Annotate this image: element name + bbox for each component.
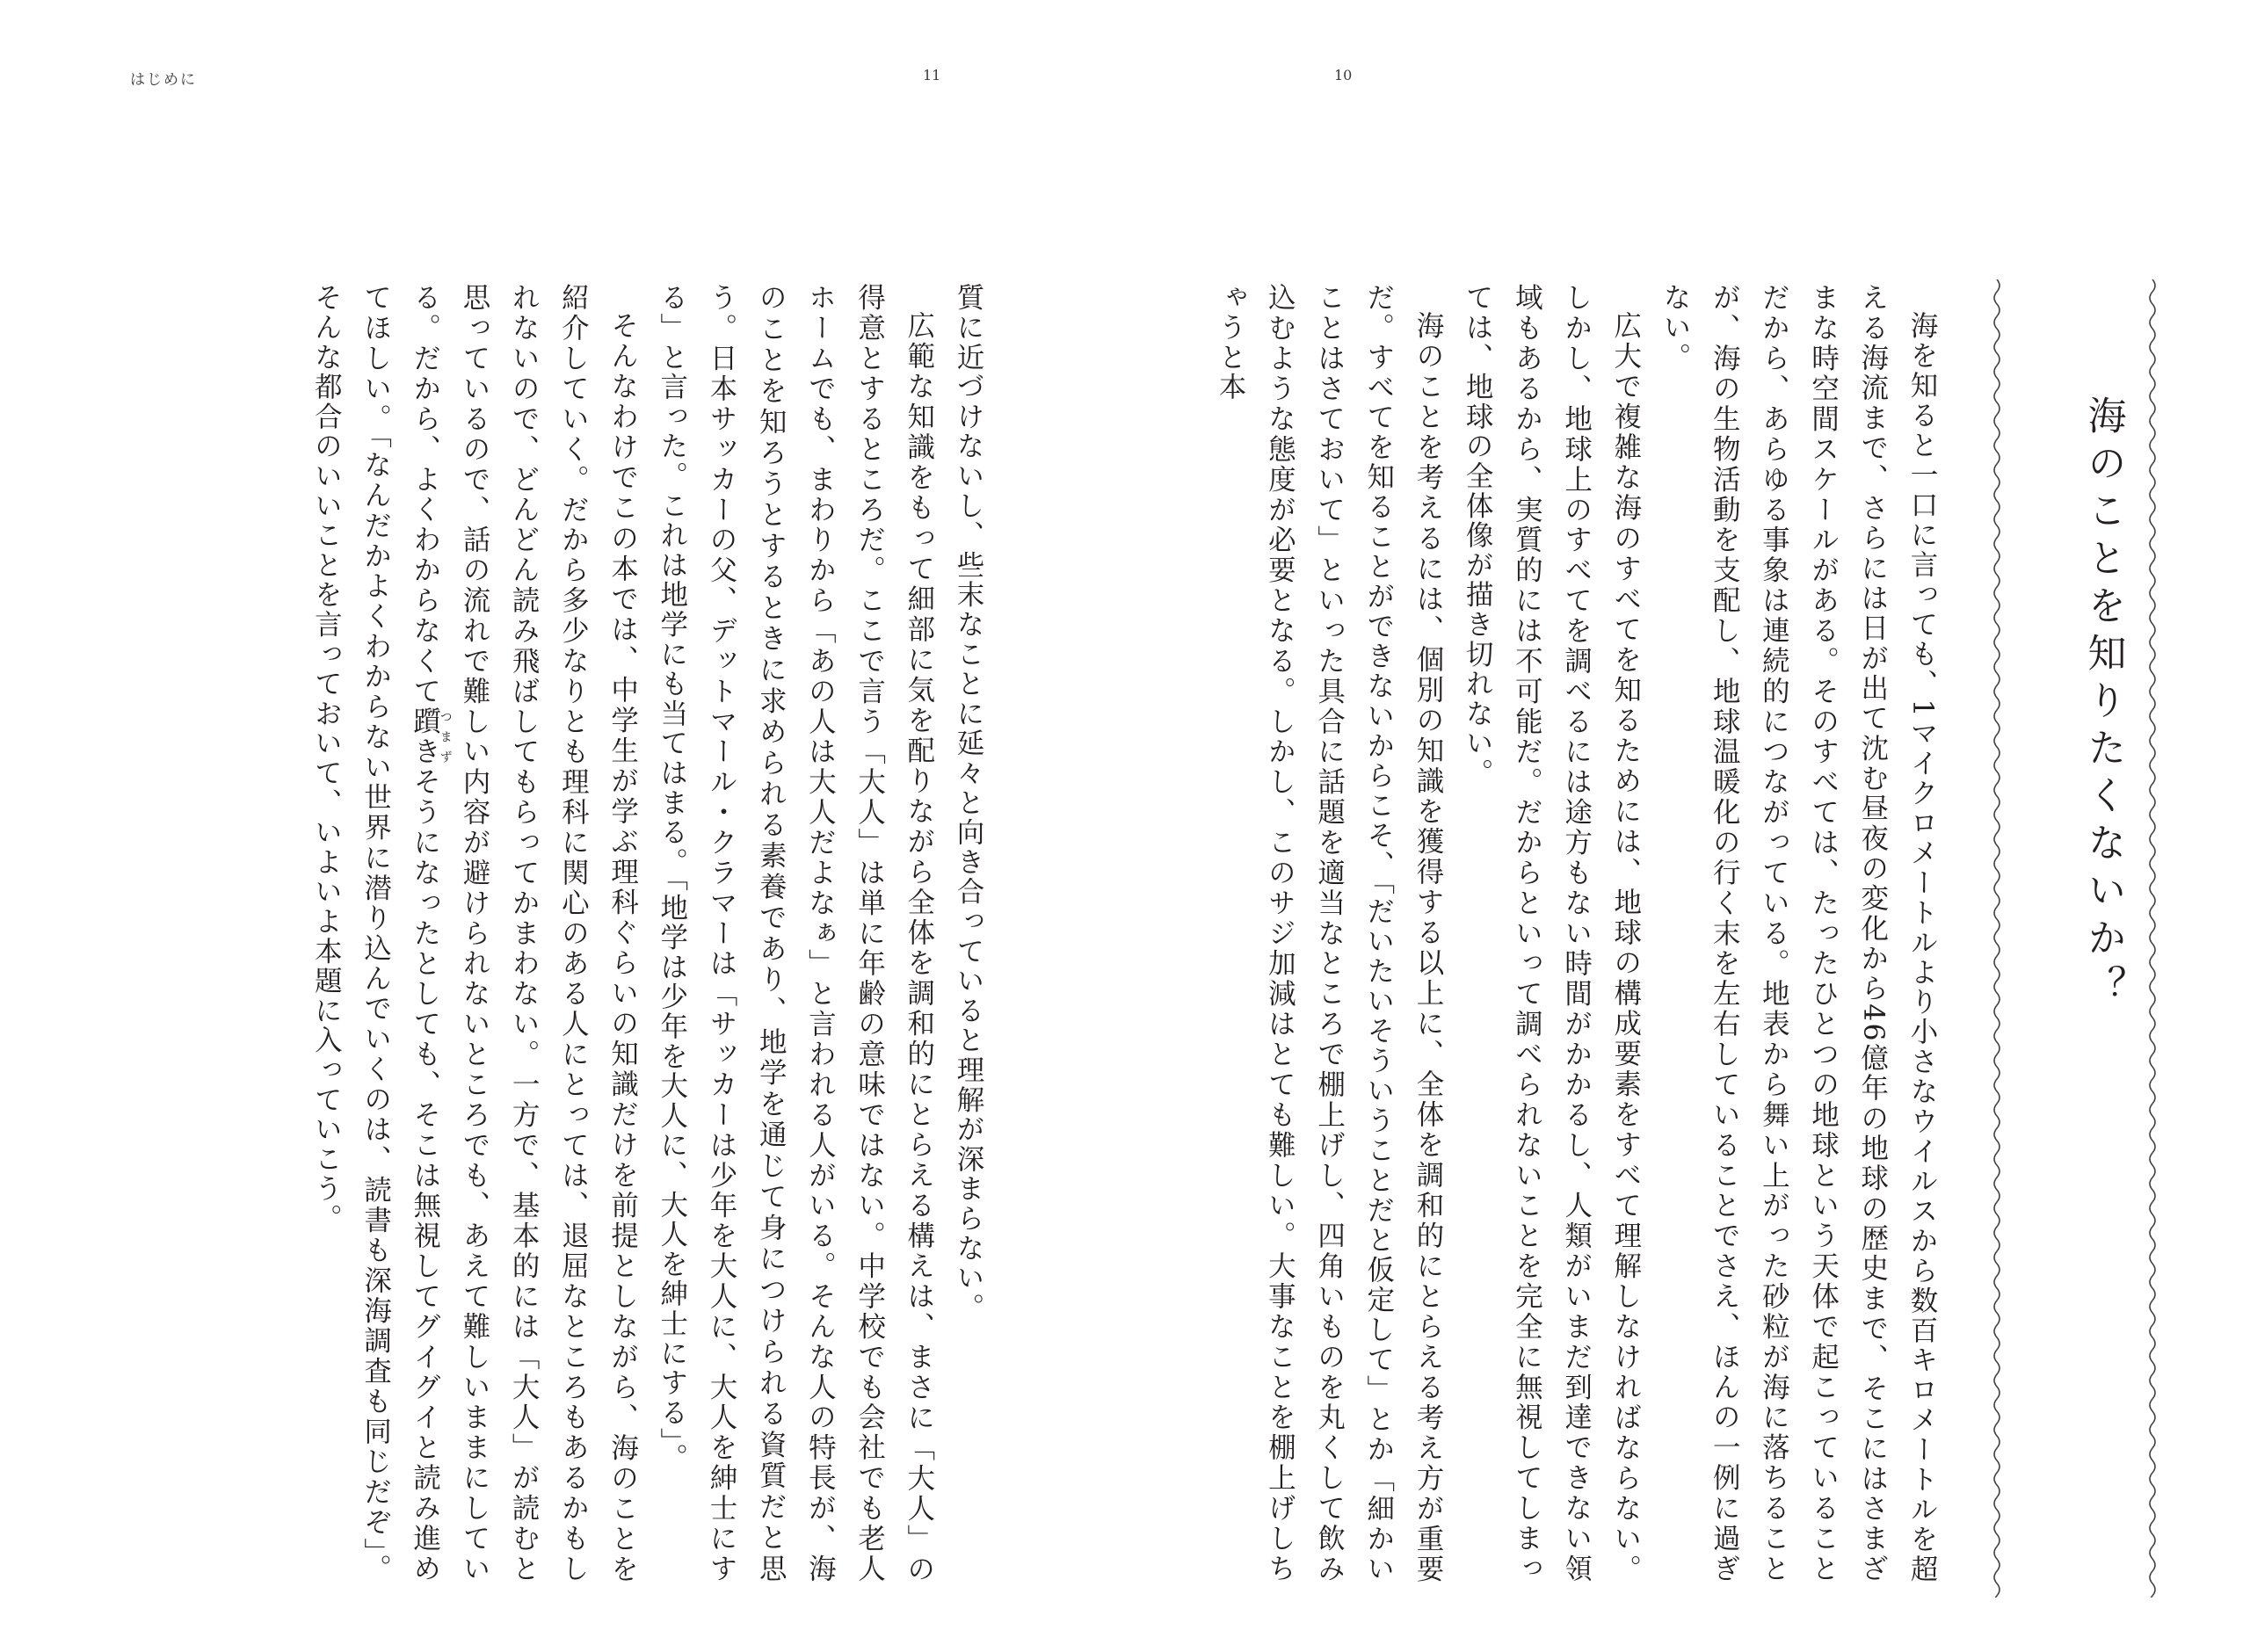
paragraph: 海を知ると一口に言っても、1マイクロメートルより小さなウイルスから数百キロメートルを超える海流まで、さらには日が出て沈む昼夜の変化から46億年の地球の歴史まで、そこにはさまざまな時空間スケールがある。そのすべては、たったひとつの地球という天体で起こっていることだから、あらゆる事象は連続的につながっている。地表から舞い上がった砂粒が海に落ちることが、海の生物活動を支配し、地球温暖化の行く末を左右していることでさえ、ほんの一例に過ぎない。 [1658, 283, 1938, 1583]
paragraph [301, 283, 647, 1583]
heading-wavy-rule-right [2145, 279, 2160, 1598]
page-number-right: 10 [1334, 67, 1353, 83]
heading-wavy-rule-left [1989, 279, 2005, 1598]
wavy-line-icon [2145, 279, 2160, 1598]
page-number-left: 11 [923, 67, 941, 83]
section-heading: 海のことを知りたくないか？ [2080, 395, 2126, 1012]
ruby-reading: つまず [438, 706, 453, 767]
wavy-line-icon [1989, 279, 2005, 1598]
paragraph: 質に近づけないし、些末なことに延々と向き合っていると理解が深まらない。 [953, 283, 984, 1322]
paragraph: 広範な知識をもって細部に気を配りながら全体を調和的にとらえる構えは、まさに「大人」の得意とするところだ。ここで言う「大人」は単に年齢の意味ではない。中学校でも会社でも老人ホームでも、まわりから「あの人は大人だよなぁ」と言われる人がいる。そんな人の特長が、海のことを知ろうとするときに求められる素養であり、地学を通じて身につけられる資質だと思う。日本サッカーの父、デットマール・クラマーは「サッカーは少年を大人に、大人を紳士にする」と言った。これは地学にも当てはまる。「地学は少年を大人に、大人を紳士にする」。 [656, 283, 935, 1583]
ruby-word [409, 706, 453, 767]
right-body-text [1215, 283, 1947, 1583]
running-head: はじめに [130, 71, 197, 89]
left-body-text [202, 283, 993, 1583]
paragraph: 海のことを考えるには、個別の知識を獲得する以上に、全体を調和的にとらえる考え方が重要だ。すべてを知ることができないからこそ、「だいたいそういうことだと仮定して」とか「細かいことはさておいて」といった具合に話題を適当なところで棚上げし、四角いものを丸くして飲み込むような態度が必要となる。しかし、このサジ加減はとても難しい。大事なことを棚上げしちゃうと本 [1215, 283, 1444, 1583]
paragraph-text: そうになったとしても、そこは無視してグイグイと読み進めてほしい。「なんだかよくわからない世界に潜り込んでいくのは、読書も深海調査も同じだぞ」。そんな都合のいいことを言っておいて、いよいよ本題に入っていこう。 [310, 283, 441, 1583]
paragraph-text: そんなわけでこの本では、中学生が学ぶ理科ぐらいの知識だけを前提としながら、海のことを紹介していく。だから多少なりとも理科に関心のある人にとっては、退屈なところもあるかもしれないので、どんどん読み飛ばしてもらってかまわない。一方で、基本的には「大人」が読むと思っているので、話の流れで難しい内容が避けられないところでも、あえて難しいままにしている。だから、よくわからなくて [409, 283, 639, 1583]
ruby-base: 躓き [409, 706, 441, 767]
paragraph: 広大で複雑な海のすべてを知るためには、地球の構成要素をすべて理解しなければならない。しかし、地球上のすべてを調べるには途方もない時間がかかるし、人類がいまだ到達できない領域もあるから、実質的には不可能だ。だからといって調べられないことを完全に無視してしまっては、地球の全体像が描き切れない。 [1462, 283, 1642, 1583]
